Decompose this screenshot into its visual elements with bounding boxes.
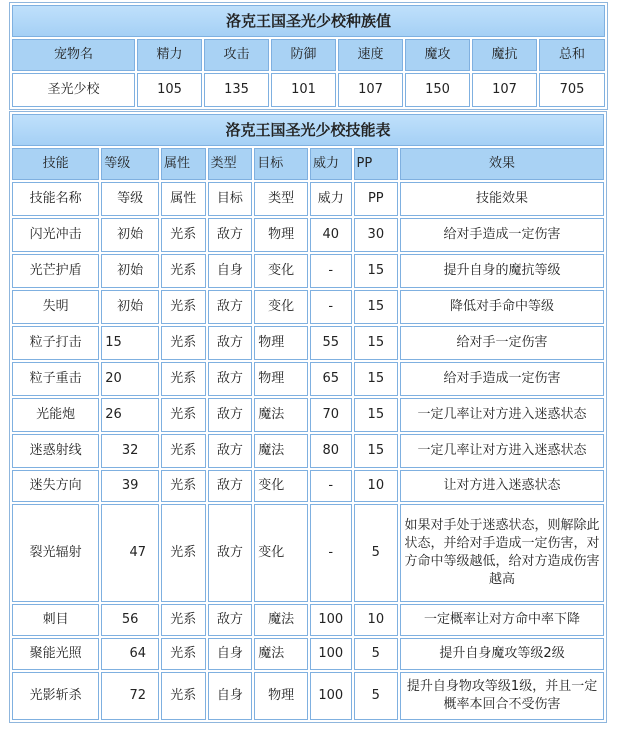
skill-pp: 5	[354, 672, 399, 720]
skill-row	[12, 398, 604, 432]
skill-name: 失明	[12, 290, 99, 324]
skill-effect: 给对手一定伤害	[400, 326, 604, 360]
skill-name: 闪光冲击	[12, 218, 99, 252]
skill-row	[12, 182, 604, 216]
skill-pp: 30	[354, 218, 399, 252]
skill-type: 变化	[254, 504, 308, 602]
skill-row	[12, 254, 604, 288]
skill-effect: 一定概率让对方命中率下降	[400, 604, 604, 636]
skill-element: 光系	[161, 218, 206, 252]
skill-power: 55	[310, 326, 352, 360]
skill-name: 刺目	[12, 604, 99, 636]
skill-name: 光影斩杀	[12, 672, 99, 720]
skill-element: 光系	[161, 604, 206, 636]
skill-element: 光系	[161, 398, 206, 432]
skill-table	[9, 111, 607, 723]
race-header-sp-attack: 魔攻	[405, 39, 470, 71]
skill-pp: 15	[354, 434, 399, 468]
skill-effect: 降低对手命中等级	[400, 290, 604, 324]
skill-power: 100	[310, 672, 352, 720]
skill-target: 目标	[208, 182, 253, 216]
skill-pp: PP	[354, 182, 399, 216]
skill-level: 初始	[101, 254, 159, 288]
skill-target: 自身	[208, 672, 253, 720]
race-speed-value: 107	[338, 73, 403, 107]
skill-target: 敌方	[208, 290, 253, 324]
race-total-value: 705	[539, 73, 605, 107]
skill-element: 光系	[161, 290, 206, 324]
skill-element: 光系	[161, 672, 206, 720]
race-header-speed: 速度	[338, 39, 403, 71]
race-attack-value: 135	[204, 73, 269, 107]
skill-header-pp: PP	[354, 148, 399, 180]
skill-row	[12, 672, 604, 720]
skill-target: 敌方	[208, 326, 253, 360]
skill-type: 物理	[254, 326, 308, 360]
skill-level: 56	[101, 604, 159, 636]
race-sp-attack-value: 150	[405, 73, 470, 107]
skill-header-level: 等级	[101, 148, 159, 180]
race-table-title: 洛克王国圣光少校种族值	[12, 5, 605, 37]
skill-type: 魔法	[254, 638, 308, 670]
race-header-defense: 防御	[271, 39, 336, 71]
skill-effect: 一定几率让对方进入迷惑状态	[400, 398, 604, 432]
skill-element: 光系	[161, 638, 206, 670]
skill-power: -	[310, 504, 352, 602]
skill-name: 迷惑射线	[12, 434, 99, 468]
skill-element: 属性	[161, 182, 206, 216]
skill-effect: 给对手造成一定伤害	[400, 218, 604, 252]
skill-name: 聚能光照	[12, 638, 99, 670]
skill-effect: 让对方进入迷惑状态	[400, 470, 604, 502]
skill-power: 70	[310, 398, 352, 432]
skill-type: 变化	[254, 470, 308, 502]
race-row	[12, 73, 605, 107]
skill-pp: 5	[354, 638, 399, 670]
race-header-total: 总和	[539, 39, 605, 71]
skill-header-effect: 效果	[400, 148, 604, 180]
skill-name: 技能名称	[12, 182, 99, 216]
skill-target: 自身	[208, 254, 253, 288]
skill-level: 32	[101, 434, 159, 468]
skill-type: 物理	[254, 672, 308, 720]
skill-name: 光芒护盾	[12, 254, 99, 288]
skill-name: 粒子打击	[12, 326, 99, 360]
skill-type: 魔法	[254, 398, 308, 432]
race-hp-value: 105	[137, 73, 202, 107]
race-header-attack: 攻击	[204, 39, 269, 71]
skill-pp: 5	[354, 504, 399, 602]
skill-power: 100	[310, 638, 352, 670]
skill-target: 敌方	[208, 398, 253, 432]
race-stats-table	[9, 2, 608, 110]
race-sp-defense-value: 107	[472, 73, 537, 107]
skill-power: 80	[310, 434, 352, 468]
skill-power: -	[310, 470, 352, 502]
skill-pp: 15	[354, 362, 399, 396]
skill-row	[12, 362, 604, 396]
skill-name: 粒子重击	[12, 362, 99, 396]
skill-type: 物理	[254, 362, 308, 396]
skill-element: 光系	[161, 362, 206, 396]
skill-level: 72	[101, 672, 159, 720]
skill-row	[12, 434, 604, 468]
skill-row	[12, 638, 604, 670]
skill-level: 39	[101, 470, 159, 502]
race-header-sp-defense: 魔抗	[472, 39, 537, 71]
race-defense-value: 101	[271, 73, 336, 107]
skill-pp: 15	[354, 398, 399, 432]
skill-row	[12, 326, 604, 360]
skill-power: 40	[310, 218, 352, 252]
skill-effect: 提升自身的魔抗等级	[400, 254, 604, 288]
page-content	[9, 2, 607, 723]
skill-type: 变化	[254, 254, 308, 288]
skill-level: 64	[101, 638, 159, 670]
skill-power: 65	[310, 362, 352, 396]
skill-level: 26	[101, 398, 159, 432]
skill-power: 威力	[310, 182, 352, 216]
skill-effect: 如果对手处于迷惑状态，则解除此状态，并给对手造成一定伤害，对方命中等级越低，给对方造成伤害越高	[400, 504, 604, 602]
skill-table-title: 洛克王国圣光少校技能表	[12, 114, 604, 146]
skill-effect: 一定几率让对方进入迷惑状态	[400, 434, 604, 468]
skill-name: 裂光辐射	[12, 504, 99, 602]
skill-header-name: 技能	[12, 148, 99, 180]
skill-level: 20	[101, 362, 159, 396]
skill-target: 敌方	[208, 362, 253, 396]
skill-type: 魔法	[254, 604, 308, 636]
skill-level: 15	[101, 326, 159, 360]
skill-type: 变化	[254, 290, 308, 324]
skill-row	[12, 604, 604, 636]
skill-element: 光系	[161, 326, 206, 360]
skill-element: 光系	[161, 254, 206, 288]
skill-target: 敌方	[208, 434, 253, 468]
skill-element: 光系	[161, 504, 206, 602]
skill-power: 100	[310, 604, 352, 636]
skill-row	[12, 218, 604, 252]
skill-header-target: 目标	[254, 148, 308, 180]
skill-effect: 提升自身物攻等级1级，并且一定概率本回合不受伤害	[400, 672, 604, 720]
skill-level: 初始	[101, 290, 159, 324]
skill-pp: 10	[354, 470, 399, 502]
skill-name: 光能炮	[12, 398, 99, 432]
race-pet-name: 圣光少校	[12, 73, 135, 107]
skill-header-power: 威力	[310, 148, 352, 180]
skill-target: 敌方	[208, 604, 253, 636]
skill-pp: 15	[354, 290, 399, 324]
skill-header-element: 属性	[161, 148, 206, 180]
skill-target: 自身	[208, 638, 253, 670]
skill-row	[12, 470, 604, 502]
skill-target: 敌方	[208, 470, 253, 502]
skill-level: 初始	[101, 218, 159, 252]
skill-row	[12, 290, 604, 324]
skill-effect: 技能效果	[400, 182, 604, 216]
skill-header-type: 类型	[208, 148, 253, 180]
skill-pp: 10	[354, 604, 399, 636]
skill-type: 物理	[254, 218, 308, 252]
skill-element: 光系	[161, 470, 206, 502]
skill-pp: 15	[354, 326, 399, 360]
skill-level: 等级	[101, 182, 159, 216]
race-header-name: 宠物名	[12, 39, 135, 71]
skill-pp: 15	[354, 254, 399, 288]
skill-level: 47	[101, 504, 159, 602]
skill-effect: 提升自身魔攻等级2级	[400, 638, 604, 670]
skill-type: 类型	[254, 182, 308, 216]
skill-power: -	[310, 254, 352, 288]
skill-name: 迷失方向	[12, 470, 99, 502]
skill-row	[12, 504, 604, 602]
skill-type: 魔法	[254, 434, 308, 468]
race-header-hp: 精力	[137, 39, 202, 71]
skill-power: -	[310, 290, 352, 324]
skill-effect: 给对手造成一定伤害	[400, 362, 604, 396]
skill-target: 敌方	[208, 218, 253, 252]
skill-element: 光系	[161, 434, 206, 468]
skill-target: 敌方	[208, 504, 253, 602]
